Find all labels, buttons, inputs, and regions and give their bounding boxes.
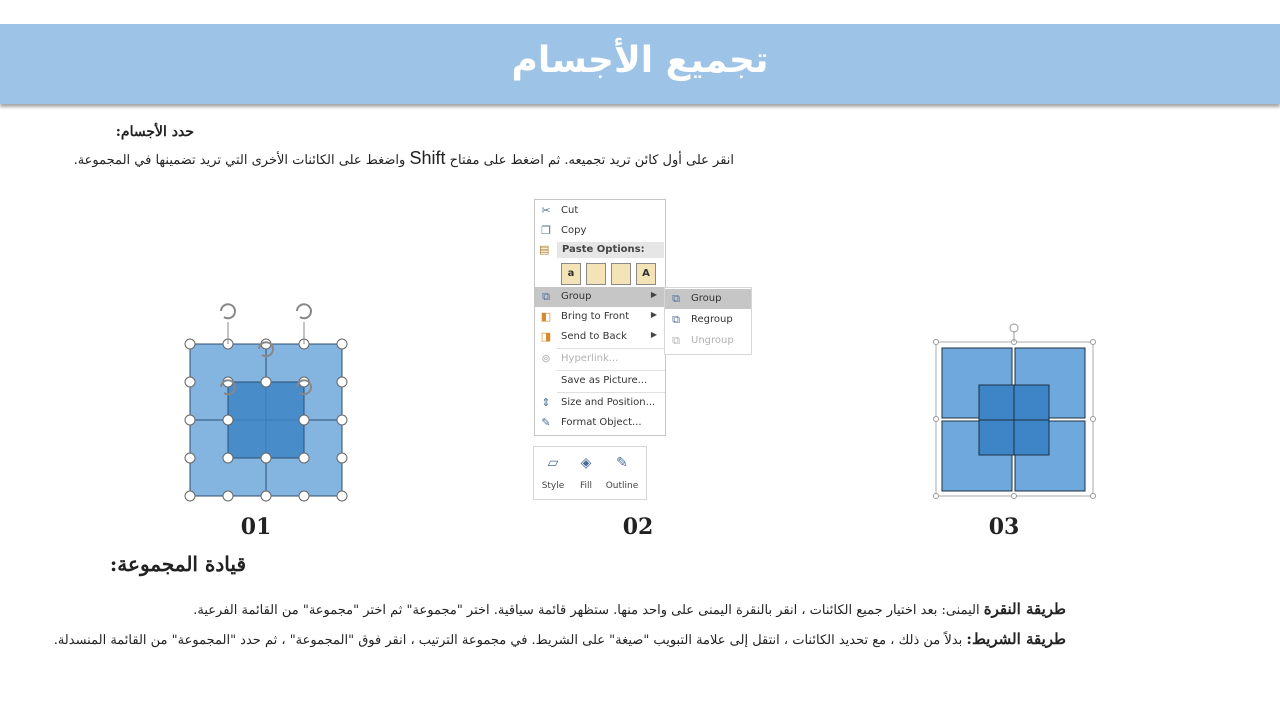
send-to-back-icon: ◨ <box>540 330 552 343</box>
bring-to-front-icon: ◧ <box>540 310 552 323</box>
shift-key-label: Shift <box>409 148 446 168</box>
step-number-03: 03 <box>988 514 1020 540</box>
section-select-text <box>73 148 734 169</box>
chevron-right-icon: ▶ <box>650 310 657 319</box>
page-title: تجميع الأجسام <box>511 40 769 81</box>
step-number-01: 01 <box>240 514 272 540</box>
menu-item-save-as-picture[interactable]: Save as Picture... <box>561 375 648 386</box>
fill-icon[interactable]: ◈ <box>580 455 592 471</box>
group-submenu <box>664 287 752 355</box>
menu-item-bring-to-front[interactable]: ◧ Bring to Front ▶ <box>540 310 657 323</box>
paste-icon: ▤ <box>539 243 550 256</box>
paste-keep-format-icon[interactable]: a <box>561 263 581 285</box>
menu-item-size-position[interactable]: ⇕ Size and Position... <box>535 393 665 413</box>
menu-item-group[interactable]: ⧉ Group ▶ <box>535 287 665 307</box>
size-position-icon: ⇕ <box>541 396 551 409</box>
hyperlink-icon: ⊚ <box>541 352 551 365</box>
regroup-icon: ⧉ <box>672 313 680 326</box>
submenu-item-ungroup[interactable]: ⧉ Ungroup <box>665 331 751 351</box>
method-ribbon-text: بدلاً من ذلك ، مع تحديد الكائنات ، انتقل إلى علامة التبويب "صيغة" على الشريط. في مجموعة الترتيب ، انقر فوق "المجموعة" ، ثم حدد "المجموعة" من القائمة المنسدلة. <box>53 633 967 648</box>
paste-text-only-icon[interactable]: A <box>636 263 656 285</box>
section-command-heading: قيادة المجموعة: <box>109 552 246 576</box>
style-label: Style <box>541 481 565 491</box>
ungroup-icon: ⧉ <box>672 334 680 347</box>
paste-merge-format-icon[interactable] <box>586 263 606 285</box>
chevron-right-icon: ▶ <box>650 330 657 339</box>
title-banner <box>0 24 1280 104</box>
group-icon: ⧉ <box>672 292 680 305</box>
group-icon: ⧉ <box>542 290 550 303</box>
method-right-click-title: طريقة النقرة <box>983 600 1066 618</box>
paste-picture-icon[interactable] <box>611 263 631 285</box>
method-ribbon <box>53 630 1066 648</box>
step-number-02: 02 <box>622 514 654 540</box>
method-ribbon-title: طريقة الشريط: <box>966 630 1066 648</box>
fill-label: Fill <box>579 481 593 491</box>
copy-icon: ❐ <box>541 224 551 237</box>
menu-item-copy[interactable]: ❐ Copy <box>535 221 665 241</box>
menu-item-send-to-back[interactable]: ◨ Send to Back ▶ <box>540 330 657 343</box>
context-menu <box>534 199 666 436</box>
chevron-right-icon: ▶ <box>650 290 657 299</box>
menu-item-format-object[interactable]: ✎ Format Object... <box>535 413 665 433</box>
method-right-click-text: اليمنى: بعد اختيار جميع الكائنات ، انقر بالنقرة اليمنى على واحد منها. ستظهر قائمة سياقية. اختر "مجموعة" ثم اختر "مجموعة" من القائمة الفرعية. <box>193 603 984 618</box>
submenu-item-group[interactable]: ⧉ Group <box>665 289 751 309</box>
style-icon[interactable]: ▱ <box>547 455 559 471</box>
outline-label: Outline <box>605 481 639 491</box>
format-object-icon: ✎ <box>541 416 551 429</box>
paste-options-header: Paste Options: <box>557 242 664 258</box>
submenu-item-regroup[interactable]: ⧉ Regroup <box>665 310 751 330</box>
menu-item-hyperlink[interactable]: ⊚ Hyperlink... <box>535 349 665 369</box>
menu-item-cut[interactable]: ✂ Cut <box>535 201 665 221</box>
method-right-click <box>110 600 1066 618</box>
mini-toolbar <box>533 446 647 500</box>
text-after-key: واضغط على الكائنات الأخرى التي تريد تضمينها في المجموعة. <box>73 153 410 168</box>
text-before-key: انقر على أول كائن تريد تجميعه. ثم اضغط على مفتاح <box>445 153 734 168</box>
outline-icon[interactable]: ✎ <box>616 455 628 471</box>
section-select-heading: حدد الأجسام: <box>115 124 194 140</box>
scissors-icon: ✂ <box>541 204 551 217</box>
